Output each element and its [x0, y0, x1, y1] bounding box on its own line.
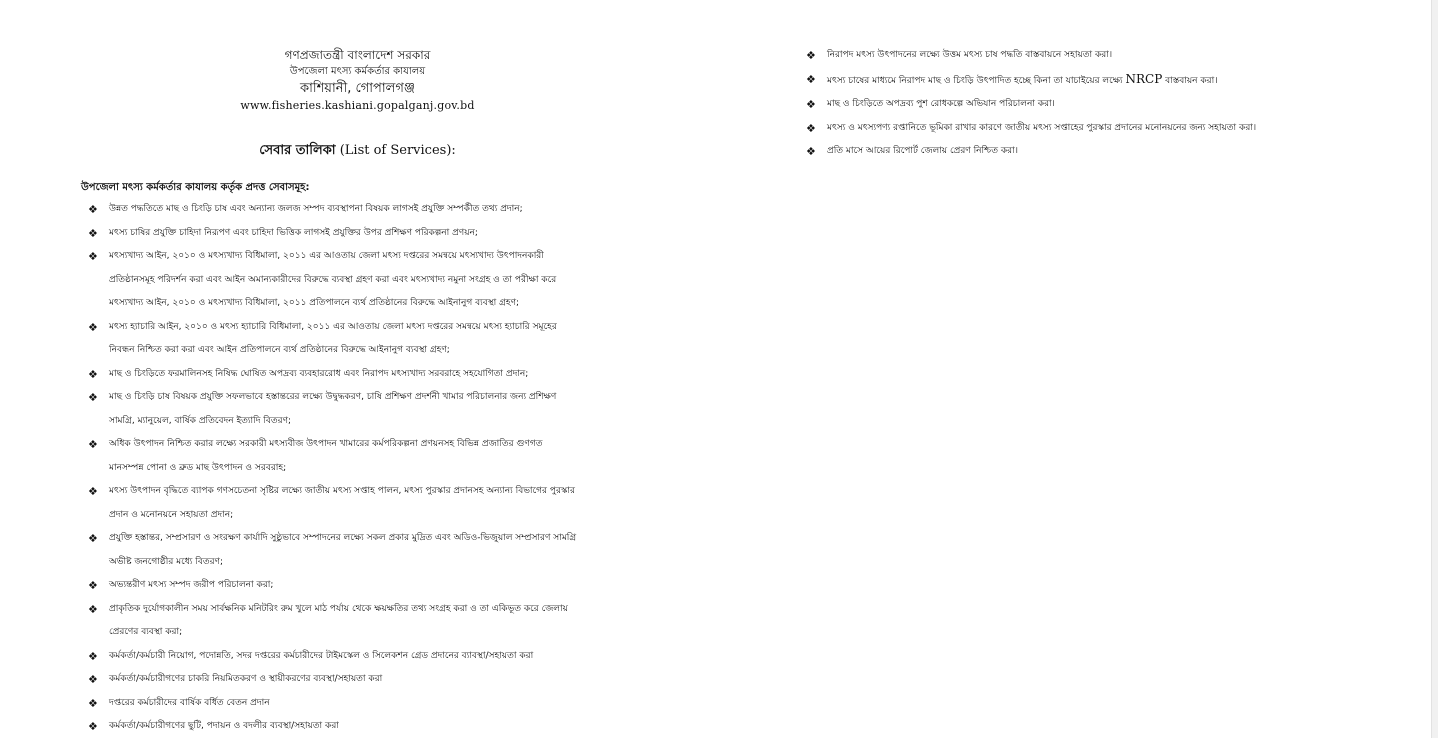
service-item [88, 198, 648, 222]
service-text-line: প্রযুক্তি হস্তান্তর, সম্প্রসারণ ও সংরক্ষণ কার্যাদি সুষ্ঠুভাবে সম্পাদনের লক্ষ্যে সকল প্রকার মুদ্রিত এবং অডিও-ভিজুয়াল সম্প্রসারণ সামগ্রি [109, 533, 577, 543]
services-list-left [88, 198, 648, 738]
service-text-line: মৎস্যখাদ্য আইন, ২০১০ ও মৎস্যখাদ্য বিধিমালা, ২০১১ এর আওতায় জেলা মৎস্য দপ্তরের সমন্বয়ে মৎস্যখাদ্য উৎপাদনকারী [109, 251, 544, 261]
service-item [88, 433, 648, 480]
service-item [806, 93, 1406, 117]
diamond-bullet-icon: ❖ [88, 485, 98, 498]
service-item [88, 668, 648, 692]
service-item [806, 44, 1406, 68]
services-list-title-bangla: সেবার তালিকা [259, 143, 336, 158]
service-text-line: প্রাকৃতিক দুর্যোগকালীন সময় সার্বক্ষনিক মনিটরিং রুম খুলে মাঠ পর্যায় থেকে ক্ষয়ক্ষতির তথ্য সংগ্রহ করা ও তা একিভূত করে জেলায় [109, 603, 568, 614]
service-text-line: সামগ্রি, ম্যানুয়েল, বার্ষিক প্রতিবেদন ইত্যাদি বিতরণ; [109, 415, 292, 426]
service-text: নিরাপদ মৎস্য উৎপাদনের লক্ষ্যে উত্তম মৎস্য চাষ পদ্ধতি বাস্তবায়নে সহায়তা করা। [827, 50, 1113, 60]
service-text: মাছ ও চিংড়িতে অপদ্রব্য পুশ রোধকল্পে অভিযান পরিচালনা করা। [827, 99, 1055, 109]
diamond-bullet-icon: ❖ [88, 720, 98, 733]
service-text-line: অভীষ্ট জনগোষ্ঠীর মধ্যে বিতরণ; [109, 556, 224, 567]
service-text-line: প্রদান ও মনোনয়নে সহায়তা প্রদান; [109, 509, 234, 520]
services-list-right [806, 44, 1406, 164]
diamond-bullet-icon: ❖ [806, 49, 816, 62]
diamond-bullet-icon: ❖ [88, 203, 98, 216]
service-text-line: মৎস্য হ্যাচারি আইন, ২০১০ ও মৎস্য হ্যাচারি বিধিমালা, ২০১১ এর আওতায় জেলা মৎস্য দপ্তরের সমন্বয়ে মৎস্য হ্যাচারি সমূহের [109, 321, 557, 332]
service-text-line: মাছ ও চিংড়ি চাষ বিষয়ক প্রযুক্তি সফলভাবে হস্তান্তরের লক্ষ্যে উদ্বুদ্ধকরণ, চাষি প্রশিক্ষণ প্রদর্শনী খামার পরিচালনার জন্য প্রশিক্ষণ [109, 392, 557, 402]
service-item [88, 527, 648, 574]
service-text: মৎস্য ও মৎস্যপণ্য রপ্তানিতে ভূমিকা রাখার কারণে জাতীয় মৎস্য সপ্তাহের পুরস্কার প্রদানের মনোনয়নের জন্য সহায়তা করা। [827, 122, 1257, 133]
service-item [88, 692, 648, 716]
service-item [806, 68, 1406, 94]
service-text-line: মৎস্য চাষির প্রযুক্তি চাহিদা নিরূপণ এবং চাহিদা ভিত্তিক লাগসই প্রযুক্তির উপর প্রশিক্ষণ পরিকল্পনা প্রণয়ন; [109, 227, 478, 238]
service-text-line: কর্মকর্তা/কর্মচারীগণের চাকরি নিয়মিতকরণ ও স্থায়ীকরণের ব্যবস্থা/সহায়তা করা [109, 674, 383, 684]
service-item [88, 316, 648, 363]
service-text-line: মানসম্পন্ন পোনা ও ব্রুড মাছ উৎপাদন ও সরবরাহ; [109, 462, 287, 473]
services-list-title-english: (List of Services): [339, 143, 456, 158]
diamond-bullet-icon: ❖ [88, 250, 98, 263]
diamond-bullet-icon: ❖ [88, 320, 98, 334]
service-text-line: মাছ ও চিংড়িতে ফরমালিনসহ নিষিদ্ধ ঘোষিত অপদ্রব্য ব্যবহাররোধ এবং নিরাপদ মৎস্যখাদ্য সরবরাহে সহযোগিতা প্রদান; [109, 368, 529, 379]
office-header [230, 47, 485, 114]
office-location: কাশিয়ানী, গোপালগঞ্জ [300, 81, 415, 96]
service-text-line: কর্মকর্তা/কর্মচারীগণের ছুটি, পদায়ন ও বদলীর ব্যবস্থা/সহায়তা করা [109, 721, 339, 731]
service-item [806, 117, 1406, 141]
diamond-bullet-icon: ❖ [88, 673, 98, 686]
service-text-line: প্রতিষ্ঠানসমূহ পরিদর্শন করা এবং আইন অমান্যকারীদের বিরুদ্ধে ব্যবস্থা গ্রহণ করা এবং মৎস্যখাদ্য নমুনা সংগ্রহ ও তা পরীক্ষা করে [109, 274, 557, 285]
service-item [88, 245, 648, 316]
diamond-bullet-icon: ❖ [88, 602, 98, 616]
service-text-line: নিবন্ধন নিশ্চিত করা করা এবং আইন প্রতিপালনে ব্যর্থ প্রতিষ্ঠানের বিরুদ্ধে আইনানুগ ব্যবস্থা গ্রহণ; [109, 345, 450, 355]
service-text: মৎস্য চাষের মাধ্যমে নিরাপদ মাছ ও চিংড়ি উৎপাদিত হচ্ছে কিনা তা যাচাইয়ের লক্ষ্যে [827, 75, 1126, 86]
office-name: উপজেলা মৎস্য কর্মকর্তার কাযালয় [289, 66, 426, 77]
page-scroll-edge [1431, 0, 1438, 738]
service-text: প্রতি মাসে আয়ের রিপোর্ট জেলায় প্রেরণ নিশ্চিত করা। [827, 146, 1018, 156]
service-text-line: উন্নত পদ্ধতিতে মাছ ও চিংড়ি চাষ এবং অন্যান্য জলজ সম্পদ ব্যবস্থাপনা বিষয়ক লাগসই প্রযুক্তি সম্পর্কীত তথ্য প্রদান; [109, 204, 523, 214]
service-acronym: NRCP [1125, 71, 1163, 86]
diamond-bullet-icon: ❖ [88, 696, 98, 710]
diamond-bullet-icon: ❖ [88, 438, 98, 451]
service-text-line: প্রেরণের ব্যবস্থা করা; [109, 627, 183, 637]
diamond-bullet-icon: ❖ [806, 98, 816, 111]
service-text-line: দপ্তরের কর্মচারীদের বার্ষিক বর্ধিত বেতন প্রদান [109, 697, 270, 708]
diamond-bullet-icon: ❖ [88, 391, 98, 404]
office-website: www.fisheries.kashiani.gopalganj.gov.bd [240, 99, 475, 112]
diamond-bullet-icon: ❖ [88, 226, 98, 240]
service-item [88, 715, 648, 738]
government-name: গণপ্রজাতন্ত্রী বাংলাদেশ সরকার [284, 48, 431, 62]
service-item [88, 574, 648, 598]
service-item [88, 363, 648, 387]
service-item [88, 222, 648, 246]
diamond-bullet-icon: ❖ [88, 579, 98, 592]
diamond-bullet-icon: ❖ [806, 72, 816, 86]
diamond-bullet-icon: ❖ [88, 649, 98, 663]
service-text-end: বাস্তবায়ন করা। [1162, 75, 1218, 86]
service-text-line: কর্মকর্তা/কর্মচারী নিয়োগ, পদোন্নতি, সদর দপ্তরের কর্মচারীদের টাইমস্কেল ও সিলেকশন গ্রেড প্রদানের ব্যাবস্থা/সহায়তা করা [109, 650, 534, 661]
services-list-title [230, 141, 485, 161]
services-section-heading: উপজেলা মৎস্য কর্মকর্তার কাযালয় কর্তৃক প্রদত্ত সেবাসমূহ: [81, 182, 310, 193]
service-item [88, 598, 648, 645]
diamond-bullet-icon: ❖ [806, 145, 816, 158]
service-text-line: মৎস্য উৎপাদন বৃদ্ধিতে ব্যাপক গণসচেতনা সৃষ্টির লক্ষ্যে জাতীয় মৎস্য সপ্তাহ পালন, মৎস্য পুরস্কার প্রদানসহ অন্যান্য বিভাগের পুরস্কার [109, 486, 575, 496]
service-text-line: অধিক উৎপাদন নিশ্চিত করার লক্ষ্যে সরকারী মৎস্যবীজ উৎপাদন খামারের কর্মপরিকল্পনা প্রণয়নসহ বিভিন্ন প্রজাতির গুণগত [109, 439, 543, 449]
diamond-bullet-icon: ❖ [88, 532, 98, 545]
service-text-line: মৎস্যখাদ্য আইন, ২০১০ ও মৎস্যখাদ্য বিধিমালা, ২০১১ প্রতিপালনে ব্যর্থ প্রতিষ্ঠানের বিরুদ্ধে আইনানুগ ব্যবস্থা গ্রহণ; [109, 298, 520, 308]
service-item [88, 386, 648, 433]
service-item [806, 140, 1406, 164]
service-item [88, 645, 648, 669]
diamond-bullet-icon: ❖ [88, 367, 98, 381]
service-text-line: অভ্যন্তরীণ মৎস্য সম্পদ জরীপ পরিচালনা করা; [109, 580, 274, 590]
service-item [88, 480, 648, 527]
diamond-bullet-icon: ❖ [806, 121, 816, 135]
